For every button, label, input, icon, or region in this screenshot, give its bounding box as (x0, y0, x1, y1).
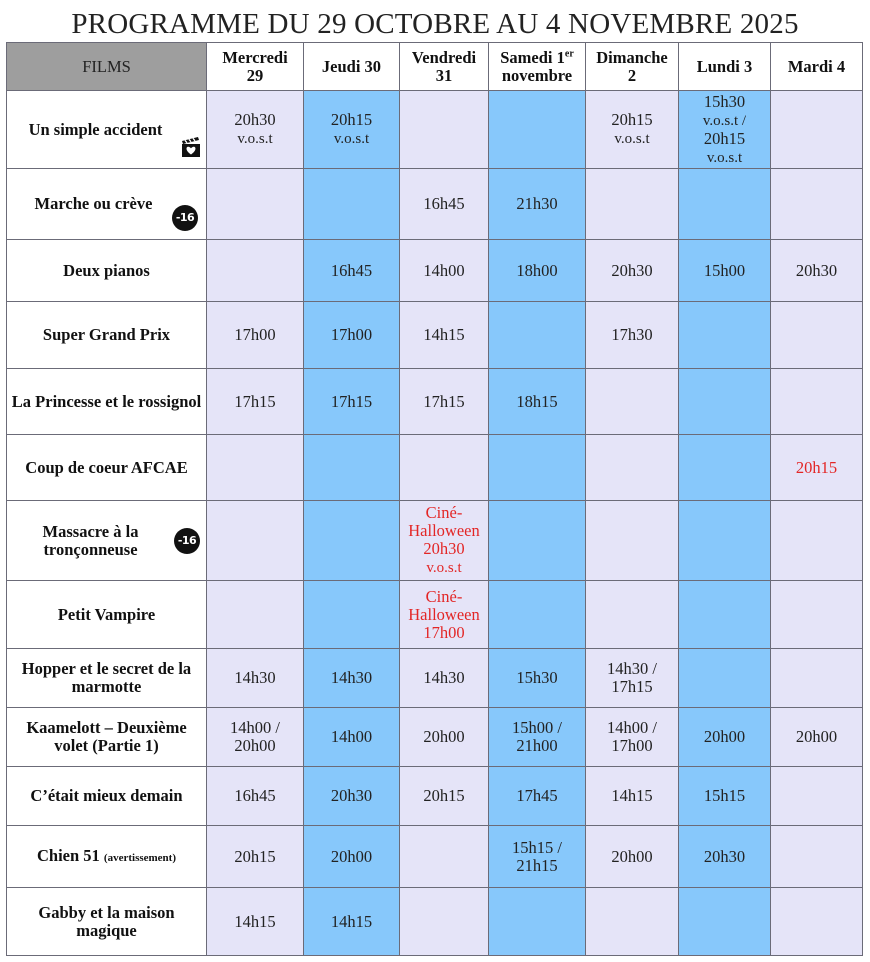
film-row (7, 302, 863, 369)
showtime-cell (679, 240, 771, 302)
film-title-cell (7, 767, 207, 826)
showtime-text: 14h15 (330, 911, 373, 931)
showtime-cell (771, 302, 863, 369)
film-row (7, 435, 863, 501)
showtime-cell (679, 369, 771, 435)
showtime-cell (489, 91, 586, 169)
showtime-cell (586, 888, 679, 956)
showtime-cell (489, 169, 586, 240)
showtime-cell (489, 888, 586, 956)
day-line2: novembre (501, 65, 573, 85)
showtime-text: 14h00 (330, 727, 373, 746)
showtime-text: Halloween (408, 604, 480, 624)
showtime-text: 20h15 (234, 846, 276, 866)
day-header-fri (400, 43, 489, 91)
day-header-tue (771, 43, 863, 91)
showtime-text: 20h00 (611, 846, 653, 866)
showtime-cell (679, 767, 771, 826)
day-line1: Lundi 3 (696, 56, 753, 76)
film-title-cell (7, 169, 207, 240)
showtime-cell (586, 91, 679, 169)
showtime-cell (207, 369, 304, 435)
showtime-cell (400, 501, 489, 581)
showtime-text: 14h15 (234, 911, 276, 931)
film-title: Coup de coeur AFCAE (25, 457, 188, 477)
films-column-header: FILMS (7, 43, 207, 91)
showtime-text: 17h45 (516, 786, 558, 805)
film-row (7, 649, 863, 708)
showtime-cell (679, 708, 771, 767)
showtime-text: 17h00 (234, 325, 276, 344)
showtime-text: 17h30 (611, 325, 653, 344)
day-header-mon (679, 43, 771, 91)
showtime-cell (679, 302, 771, 369)
showtime-cell (304, 501, 400, 581)
showtime-cell (489, 649, 586, 708)
showtime-cell (586, 240, 679, 302)
film-title-cell (7, 708, 207, 767)
showtime-text: v.o.s.t (237, 131, 273, 147)
film-title: La Princesse et le rossignol (11, 391, 202, 411)
film-title-cell (7, 302, 207, 369)
showtime-cell (489, 767, 586, 826)
showtime-cell (771, 581, 863, 649)
film-row (7, 581, 863, 649)
schedule-table (6, 42, 863, 956)
page-title: PROGRAMME DU 29 OCTOBRE AU 4 NOVEMBRE 2025 (71, 8, 799, 40)
film-row (7, 826, 863, 888)
showtime-cell (586, 649, 679, 708)
showtime-text: 17h15 (330, 391, 373, 411)
showtime-text: 21h00 (516, 736, 558, 755)
showtime-text: v.o.s.t (333, 131, 370, 147)
showtime-text: 20h00 (795, 727, 838, 746)
film-title: Gabby et la maison magique (38, 902, 175, 940)
showtime-cell (207, 826, 304, 888)
showtime-cell (586, 501, 679, 581)
showtime-text: 17h00 (330, 325, 373, 344)
film-title-cell (7, 888, 207, 956)
film-title: Massacre à la tronçonneuse (42, 521, 139, 559)
showtime-text: 18h00 (516, 260, 558, 280)
showtime-text: 15h30 (703, 91, 746, 111)
showtime-cell (400, 302, 489, 369)
film-title-cell (7, 501, 207, 581)
showtime-text: 17h00 (611, 736, 653, 755)
showtime-cell (489, 435, 586, 501)
showtime-cell (771, 435, 863, 501)
film-row (7, 91, 863, 169)
showtime-cell (400, 240, 489, 302)
day-line1: Mardi 4 (787, 56, 846, 76)
showtime-cell (400, 649, 489, 708)
showtime-cell (207, 302, 304, 369)
showtime-cell (304, 240, 400, 302)
showtime-cell (771, 888, 863, 956)
showtime-cell (679, 581, 771, 649)
film-row (7, 888, 863, 956)
day-line1: Vendredi (411, 47, 477, 67)
film-row (7, 369, 863, 435)
showtime-cell (679, 888, 771, 956)
showtime-text: 18h15 (516, 391, 558, 411)
showtime-text: 20h15 (611, 110, 653, 129)
film-title: Chien 51 (36, 845, 100, 865)
showtime-text: 16h45 (234, 786, 276, 805)
showtime-text: 20h30 (423, 539, 465, 558)
showtime-text: 15h15 (703, 786, 746, 805)
showtime-cell (207, 435, 304, 501)
showtime-cell (679, 649, 771, 708)
showtime-cell (489, 708, 586, 767)
showtime-cell (207, 501, 304, 581)
showtime-cell (304, 649, 400, 708)
film-title-cell (7, 91, 207, 169)
showtime-text: 20h15 (423, 786, 465, 805)
film-title-cell (7, 240, 207, 302)
showtime-text: 14h30 (423, 668, 465, 687)
showtime-cell (207, 581, 304, 649)
showtime-cell (771, 240, 863, 302)
showtime-cell (586, 302, 679, 369)
film-title-cell (7, 369, 207, 435)
showtime-text: 20h15 (795, 457, 838, 477)
showtime-cell (400, 435, 489, 501)
showtime-text: 16h45 (423, 194, 465, 213)
showtime-text: 21h30 (516, 194, 558, 213)
showtime-cell (304, 708, 400, 767)
day-line2: 29 (246, 65, 264, 85)
showtime-cell (586, 581, 679, 649)
showtime-cell (489, 369, 586, 435)
showtime-cell (586, 169, 679, 240)
film-title: Un simple accident (28, 119, 163, 139)
showtime-text: 21h15 (516, 855, 558, 875)
showtime-cell (400, 708, 489, 767)
showtime-cell (207, 888, 304, 956)
showtime-cell (586, 826, 679, 888)
showtime-cell (679, 501, 771, 581)
showtime-cell (489, 240, 586, 302)
showtime-cell (679, 169, 771, 240)
showtime-cell (400, 767, 489, 826)
showtime-text: 15h00 / (512, 718, 562, 737)
showtime-cell (304, 888, 400, 956)
film-title: Deux pianos (63, 260, 150, 280)
header-row (7, 43, 863, 91)
film-title: Super Grand Prix (42, 325, 171, 344)
showtime-text: 20h00 (703, 727, 746, 746)
showtime-cell (304, 369, 400, 435)
showtime-text: 14h00 (423, 260, 465, 280)
film-title-cell (7, 826, 207, 888)
showtime-cell (586, 435, 679, 501)
showtime-cell (771, 501, 863, 581)
day-line1: Samedi 1 (500, 47, 565, 67)
day-line2: 31 (435, 65, 453, 85)
showtime-text: 14h30 (330, 668, 373, 687)
showtime-text: 15h30 (516, 668, 558, 687)
showtime-text: 15h00 (703, 260, 746, 280)
showtime-text: 20h00 (423, 727, 465, 746)
showtime-cell (304, 767, 400, 826)
age-restriction-16-badge: -16 (174, 528, 200, 554)
showtime-cell (679, 826, 771, 888)
showtime-text: 14h30 (234, 668, 276, 687)
showtime-cell (207, 169, 304, 240)
showtime-cell (771, 369, 863, 435)
film-title-cell (7, 435, 207, 501)
schedule-body (7, 91, 863, 956)
showtime-cell (771, 169, 863, 240)
film-title-cell (7, 581, 207, 649)
showtime-text: Ciné- (425, 503, 463, 522)
film-row (7, 240, 863, 302)
showtime-cell (207, 767, 304, 826)
showtime-cell (304, 91, 400, 169)
showtime-cell (304, 826, 400, 888)
day-header-sun (586, 43, 679, 91)
showtime-cell (304, 169, 400, 240)
day-header-thu (304, 43, 400, 91)
showtime-cell (679, 435, 771, 501)
film-title: Marche ou crève (34, 194, 153, 213)
showtime-text: 20h00 (330, 846, 373, 866)
showtime-cell (400, 91, 489, 169)
showtime-cell (304, 302, 400, 369)
film-title: Kaamelott – Deuxième volet (Partie 1) (26, 718, 187, 755)
showtime-cell (771, 767, 863, 826)
showtime-cell (586, 767, 679, 826)
day-header-wed (207, 43, 304, 91)
showtime-cell (771, 91, 863, 169)
showtime-text: 17h15 (234, 391, 276, 411)
showtime-text: 20h30 (330, 786, 373, 805)
showtime-text: 20h00 (234, 736, 276, 755)
showtime-text: 14h00 / (230, 718, 280, 737)
showtime-text: v.o.s.t / (702, 112, 747, 129)
showtime-text: 14h15 (611, 786, 653, 805)
film-title: Hopper et le secret de la marmotte (21, 659, 192, 696)
clapperboard-heart-icon (180, 136, 202, 158)
film-row (7, 767, 863, 826)
showtime-cell (207, 91, 304, 169)
showtime-text: 15h15 / (512, 837, 562, 857)
showtime-cell (207, 649, 304, 708)
showtime-cell (586, 708, 679, 767)
showtime-cell (207, 240, 304, 302)
showtime-text: v.o.s.t (426, 560, 462, 576)
showtime-cell (771, 708, 863, 767)
day-header-sat (489, 43, 586, 91)
day-sup: er (564, 48, 574, 59)
showtime-cell (400, 826, 489, 888)
showtime-cell (400, 888, 489, 956)
film-title: C’était mieux demain (30, 786, 183, 805)
showtime-text: 20h15 (330, 110, 373, 129)
showtime-text: 14h00 / (607, 718, 657, 737)
film-title: Petit Vampire (57, 604, 156, 624)
showtime-text: 17h15 (423, 391, 465, 411)
showtime-text: 20h30 (795, 260, 838, 280)
showtime-cell (489, 581, 586, 649)
film-title-note: (avertissement) (103, 851, 177, 864)
film-row (7, 169, 863, 240)
showtime-text: 16h45 (330, 260, 373, 280)
showtime-cell (771, 826, 863, 888)
showtime-cell (207, 708, 304, 767)
showtime-text: 20h30 (611, 260, 653, 280)
showtime-text: 17h00 (423, 622, 465, 642)
day-line1: Jeudi 30 (321, 56, 382, 76)
showtime-text: 20h30 (234, 110, 276, 129)
showtime-cell (304, 581, 400, 649)
showtime-cell (400, 369, 489, 435)
showtime-text: Ciné- (425, 586, 463, 606)
day-line2: 2 (627, 65, 637, 85)
showtime-cell (679, 91, 771, 169)
film-title-cell (7, 649, 207, 708)
age-restriction-16-badge: -16 (172, 205, 198, 231)
showtime-cell (400, 169, 489, 240)
day-line1: Dimanche (596, 47, 668, 67)
showtime-text: 20h15 (703, 128, 746, 148)
showtime-cell (771, 649, 863, 708)
showtime-cell (489, 302, 586, 369)
film-row (7, 708, 863, 767)
film-row (7, 501, 863, 581)
showtime-cell (304, 435, 400, 501)
showtime-cell (489, 826, 586, 888)
day-line1: Mercredi (222, 47, 288, 67)
showtime-text: v.o.s.t (614, 131, 650, 147)
showtime-text: 20h30 (703, 846, 746, 866)
showtime-cell (586, 369, 679, 435)
showtime-text: Halloween (408, 521, 480, 540)
showtime-cell (400, 581, 489, 649)
showtime-text: v.o.s.t (706, 149, 743, 166)
showtime-text: 17h15 (611, 677, 653, 696)
showtime-text: 14h30 / (607, 659, 657, 678)
showtime-cell (489, 501, 586, 581)
showtime-text: 14h15 (423, 325, 465, 344)
